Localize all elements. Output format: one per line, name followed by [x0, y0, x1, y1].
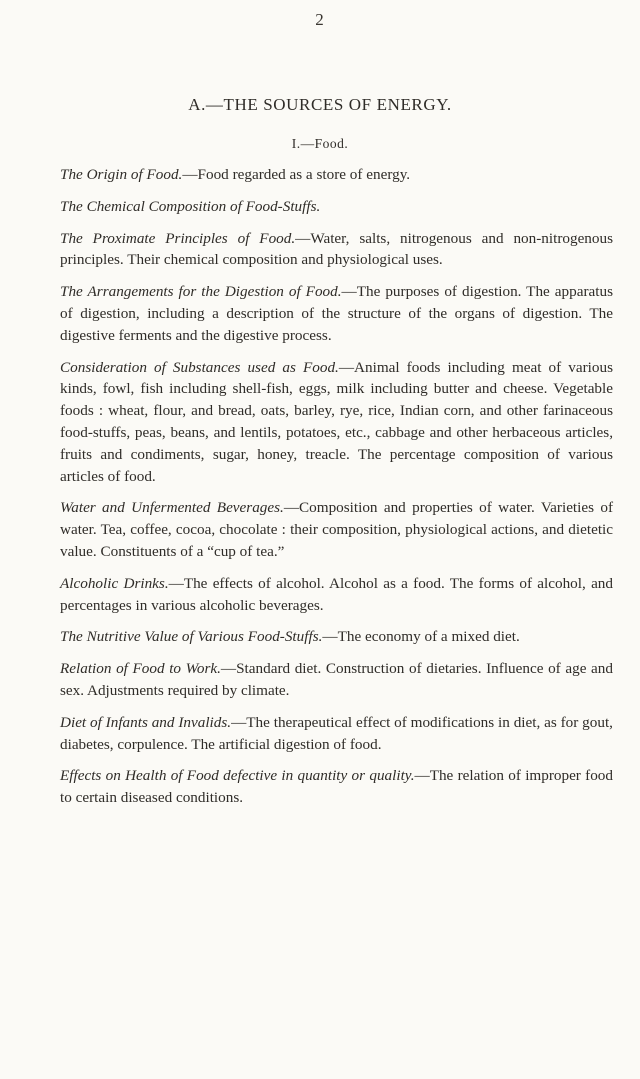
- section-heading: A.—THE SOURCES OF ENERGY.: [188, 95, 452, 114]
- paragraph-effects-on-health: [60, 765, 613, 809]
- paragraph-text: —The effects of alcohol. Alcohol as a food. The forms of alcohol, and percentages in various alcoholic beverages.: [60, 574, 613, 614]
- paragraph-text: —Animal foods including meat of various kinds, fowl, fish including shell-fish, eggs, milk including butter and cheese. Vegetable foods : wheat, flour, and bread, oats, barley, rye, rice, Indian corn, and other farinaceous food-stuffs, peas, beans, and lentils, potatoes, etc., cabbage and other herbaceous articles, fruits and condiments, sugar, honey, treacle. The percentage composition of various articles of food.: [60, 358, 613, 485]
- paragraph-substances-used-as-food: [60, 357, 613, 488]
- paragraph-infants-and-invalids: [60, 712, 613, 756]
- paragraph-digestion: [60, 281, 613, 346]
- paragraph-title: The Nutritive Value of Various Food-Stuffs.: [60, 628, 323, 646]
- paragraph-text: —The purposes of digestion. The apparatus of digestion, including a description of the structure of the organs of digestion. The digestive ferments and the digestive process.: [60, 283, 613, 344]
- paragraph-text: —Standard diet. Construction of dietaries. Influence of age and sex. Adjustments required by climate.: [60, 660, 613, 699]
- paragraph-text: —Food regarded as a store of energy.: [182, 166, 411, 183]
- paragraph-text: —The relation of improper food to certain diseased conditions.: [60, 767, 613, 807]
- page-number: 2: [315, 10, 325, 29]
- paragraph-title: The Origin of Food.: [60, 166, 183, 183]
- paragraph-title: The Proximate Principles of Food.: [60, 229, 296, 247]
- paragraph-title: Effects on Health of Food defective in quantity or quality.: [60, 767, 415, 785]
- paragraph-nutritive-value: [60, 626, 613, 648]
- paragraph-title: Diet of Infants and Invalids.: [60, 713, 232, 731]
- paragraph-title: Relation of Food to Work.: [60, 660, 221, 678]
- paragraph-food-and-work: [60, 658, 613, 702]
- paragraph-text: —The economy of a mixed diet.: [322, 628, 520, 646]
- paragraph-title: The Chemical Composition of Food-Stuffs.: [60, 197, 321, 215]
- paragraph-title: Water and Unfermented Beverages.: [60, 499, 284, 517]
- paragraph-water-and-beverages: [60, 497, 613, 562]
- body-text: [60, 164, 613, 819]
- paragraph-title: The Arrangements for the Digestion of Food.: [60, 283, 342, 301]
- paragraph-text: —The therapeutical effect of modifications in diet, as for gout, diabetes, corpulence. The artificial digestion of food.: [60, 713, 613, 753]
- paragraph-alcoholic-drinks: [60, 573, 613, 617]
- paragraph-origin-of-food: [60, 164, 613, 186]
- subheading: I.—Food.: [291, 136, 349, 151]
- paragraph-text: —Composition and properties of water. Varieties of water. Tea, coffee, cocoa, chocolate : their composition, physiological actions, and dietetic value. Constituents of a “cup of tea.”: [60, 499, 614, 560]
- paragraph-text: —Water, salts, nitrogenous and non-nitrogenous principles. Their chemical composition and physiological uses.: [60, 229, 613, 269]
- paragraph-proximate-principles: [60, 228, 613, 272]
- paragraph-chemical-composition: [60, 196, 613, 218]
- paragraph-title: Consideration of Substances used as Food.: [60, 358, 339, 376]
- paragraph-title: Alcoholic Drinks.: [60, 574, 169, 592]
